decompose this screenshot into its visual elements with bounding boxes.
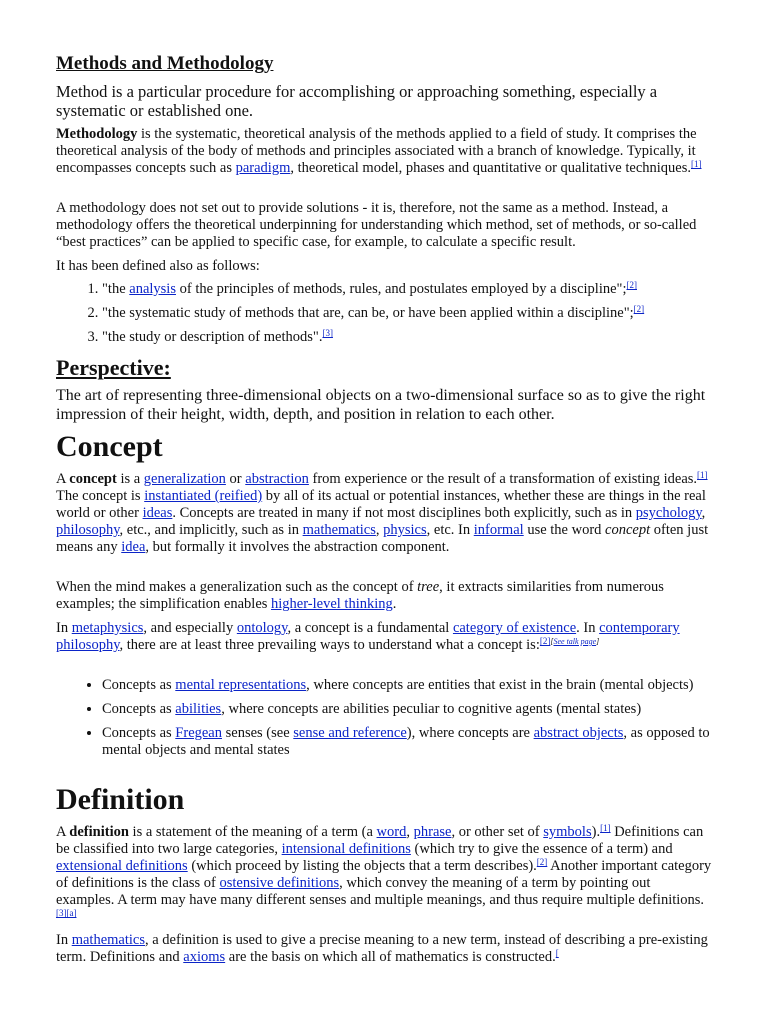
text: ), where concepts are: [406, 725, 534, 741]
mathematics-definition-paragraph: [56, 932, 712, 966]
list-item-text: "the study or description of methods".: [102, 329, 323, 345]
axioms-link[interactable]: axioms: [183, 949, 226, 965]
definition-term: definition: [69, 824, 129, 840]
symbols-link[interactable]: symbols: [543, 824, 592, 840]
text: ]: [596, 637, 600, 646]
analysis-link[interactable]: analysis: [129, 281, 176, 297]
mental-representations-link[interactable]: mental representations: [175, 677, 307, 693]
citation-link[interactable]: [3]: [56, 908, 67, 918]
text: are the basis on which all of mathematics is constructed.: [225, 949, 556, 965]
methodology-text: is the systematic, theoretical analysis of the methods applied to a field of study. It comprises the theoretical analysis of the body of methods and principles associated with a branch of knowledge. Typically, it encompasses concepts such as: [56, 126, 697, 176]
text: A: [56, 824, 70, 840]
text: Concepts as: [102, 725, 176, 741]
text: is a statement of the meaning of a term (a: [128, 824, 377, 840]
text: , and especially: [143, 620, 237, 636]
text: , etc. In: [426, 522, 474, 538]
generalization-paragraph: [56, 579, 712, 613]
text: . Concepts are treated in many if not most disciplines both explicitly, such as in: [172, 505, 636, 521]
text: The concept is: [56, 488, 145, 504]
higher-level-thinking-link[interactable]: higher-level thinking: [271, 596, 393, 612]
concept-views-list: [56, 677, 712, 766]
text: , which convey the meaning of a term by pointing out examples. A term may have many different senses and multiple meanings, and thus require multiple definitions.: [56, 875, 705, 908]
text: ).: [591, 824, 601, 840]
concept-term: concept: [69, 471, 117, 487]
list-item: [102, 305, 712, 322]
text: Definitions can be classified into two large categories,: [56, 824, 704, 857]
text: or: [225, 471, 246, 487]
citation-link[interactable]: [1]: [691, 159, 702, 169]
text: by all of its actual or potential instances, whether these are things in the real world or other: [56, 488, 706, 521]
note-link[interactable]: [a]: [66, 908, 77, 918]
sense-and-reference-link[interactable]: sense and reference: [293, 725, 407, 741]
text: (which proceed by listing the objects that a term describes).: [187, 858, 537, 874]
abstraction-link[interactable]: abstraction: [245, 471, 309, 487]
generalization-link[interactable]: generalization: [143, 471, 226, 487]
text: Another important category of definitions is the class of: [56, 858, 712, 891]
abstract-objects-link[interactable]: abstract objects: [533, 725, 624, 741]
list-item: [102, 701, 712, 718]
citation-link[interactable]: [2]: [633, 304, 645, 314]
citation-link[interactable]: [2]: [539, 636, 551, 646]
extensional-definitions-link[interactable]: extensional definitions: [56, 858, 188, 874]
text: In: [56, 932, 72, 948]
definition-heading: Definition: [56, 783, 185, 816]
abilities-link[interactable]: abilities: [175, 701, 222, 717]
perspective-heading: Perspective:: [56, 355, 171, 380]
citation-link[interactable]: [: [555, 948, 559, 958]
text: , a concept is a fundamental: [287, 620, 453, 636]
definitions-list: [56, 281, 712, 353]
text: ,: [406, 824, 414, 840]
paradigm-link[interactable]: paradigm: [235, 160, 291, 176]
idea-link[interactable]: idea: [121, 539, 146, 555]
text: [: [550, 637, 554, 646]
text: , it extracts similarities from numerous examples; the simplification enables: [56, 579, 664, 612]
list-item-text: "the: [102, 281, 130, 297]
text: is a: [116, 471, 144, 487]
text: Concepts as: [102, 677, 176, 693]
ontology-link[interactable]: ontology: [236, 620, 288, 636]
text: .: [392, 596, 397, 612]
methodology-term: Methodology: [56, 126, 138, 142]
definition-paragraph: [56, 824, 712, 926]
text: ,: [701, 505, 706, 521]
word-link[interactable]: word: [376, 824, 407, 840]
category-of-existence-link[interactable]: category of existence: [452, 620, 577, 636]
citation-link[interactable]: [3]: [322, 328, 333, 338]
citation-link[interactable]: [1]: [697, 470, 708, 480]
text: senses (see: [222, 725, 294, 741]
text: , but formally it involves the abstraction component.: [145, 539, 450, 555]
fregean-link[interactable]: Fregean: [175, 725, 222, 741]
text: When the mind makes a generalization such as the concept of: [56, 579, 418, 595]
informal-link[interactable]: informal: [473, 522, 524, 538]
methods-heading: Methods and Methodology: [56, 53, 274, 74]
mathematics-link[interactable]: mathematics: [71, 932, 145, 948]
text: , as opposed to mental objects and mental states: [102, 725, 710, 758]
text: Concepts as: [102, 701, 176, 717]
text: use the word: [523, 522, 606, 538]
citation-link[interactable]: [1]: [600, 823, 611, 833]
list-item-text: of the principles of methods, rules, and postulates employed by a discipline";: [175, 281, 627, 297]
ostensive-definitions-link[interactable]: ostensive definitions: [219, 875, 340, 891]
physics-link[interactable]: physics: [383, 522, 427, 538]
defined-as-paragraph: It has been defined also as follows:: [56, 258, 260, 274]
intensional-definitions-link[interactable]: intensional definitions: [281, 841, 411, 857]
instantiated-link[interactable]: instantiated (reified): [144, 488, 263, 504]
contemporary-philosophy-link[interactable]: contemporary philosophy: [56, 620, 680, 653]
text: A: [56, 471, 70, 487]
concept-heading: Concept: [56, 430, 163, 463]
list-item: [102, 725, 712, 759]
list-item: [102, 329, 712, 346]
ideas-link[interactable]: ideas: [142, 505, 173, 521]
text: , or other set of: [451, 824, 544, 840]
concept-paragraph: [56, 471, 712, 556]
citation-link[interactable]: [2]: [626, 280, 637, 290]
methodology-text-end: , theoretical model, phases and quantitative or qualitative techniques.: [290, 160, 691, 176]
text: , there are at least three prevailing ways to understand what a concept is:: [119, 637, 540, 653]
text: . In: [576, 620, 600, 636]
list-item-text: "the systematic study of methods that are, can be, or have been applied within a discipline";: [102, 305, 634, 321]
philosophy-link[interactable]: philosophy: [56, 522, 120, 538]
text: often just means any: [56, 522, 709, 555]
text: , where concepts are abilities peculiar to cognitive agents (mental states): [221, 701, 642, 717]
text: ,: [375, 522, 384, 538]
mathematics-link[interactable]: mathematics: [302, 522, 376, 538]
methodology-paragraph: [56, 126, 712, 177]
text: In: [56, 620, 72, 636]
psychology-link[interactable]: psychology: [635, 505, 702, 521]
text: , a definition is used to give a precise meaning to a new term, instead of describing a pre-existing term. Definitions and: [56, 932, 708, 965]
phrase-link[interactable]: phrase: [413, 824, 452, 840]
text: from experience or the result of a transformation of existing ideas.: [308, 471, 698, 487]
citation-link[interactable]: [2]: [536, 857, 548, 867]
text: (which try to give the essence of a term) and: [410, 841, 673, 857]
metaphysics-link[interactable]: metaphysics: [71, 620, 144, 636]
methods-lead-paragraph: Method is a particular procedure for accomplishing or approaching something, especially a systematic or established one.: [56, 82, 658, 120]
text: , where concepts are entities that exist in the brain (mental objects): [306, 677, 694, 693]
see-talk-page-link[interactable]: See talk page: [553, 637, 597, 646]
methodology-solutions-paragraph: A methodology does not set out to provide solutions - it is, therefore, not the same as a method. Instead, a methodology offers the theoretical underpinning for understanding which method, set of methods, or so-called “best practices” can be applied to specific case, for example, to calculate a specific result.: [56, 200, 697, 250]
perspective-paragraph: The art of representing three-dimensional objects on a two-dimensional surface so as to give the right impression of their height, width, depth, and position in relation to each other.: [56, 387, 706, 423]
list-item: [102, 677, 712, 694]
list-item: [102, 281, 712, 298]
text: , etc., and implicitly, such as in: [119, 522, 303, 538]
concept-italic: concept: [605, 522, 651, 538]
metaphysics-paragraph: [56, 620, 712, 654]
tree-italic: tree: [417, 579, 440, 595]
